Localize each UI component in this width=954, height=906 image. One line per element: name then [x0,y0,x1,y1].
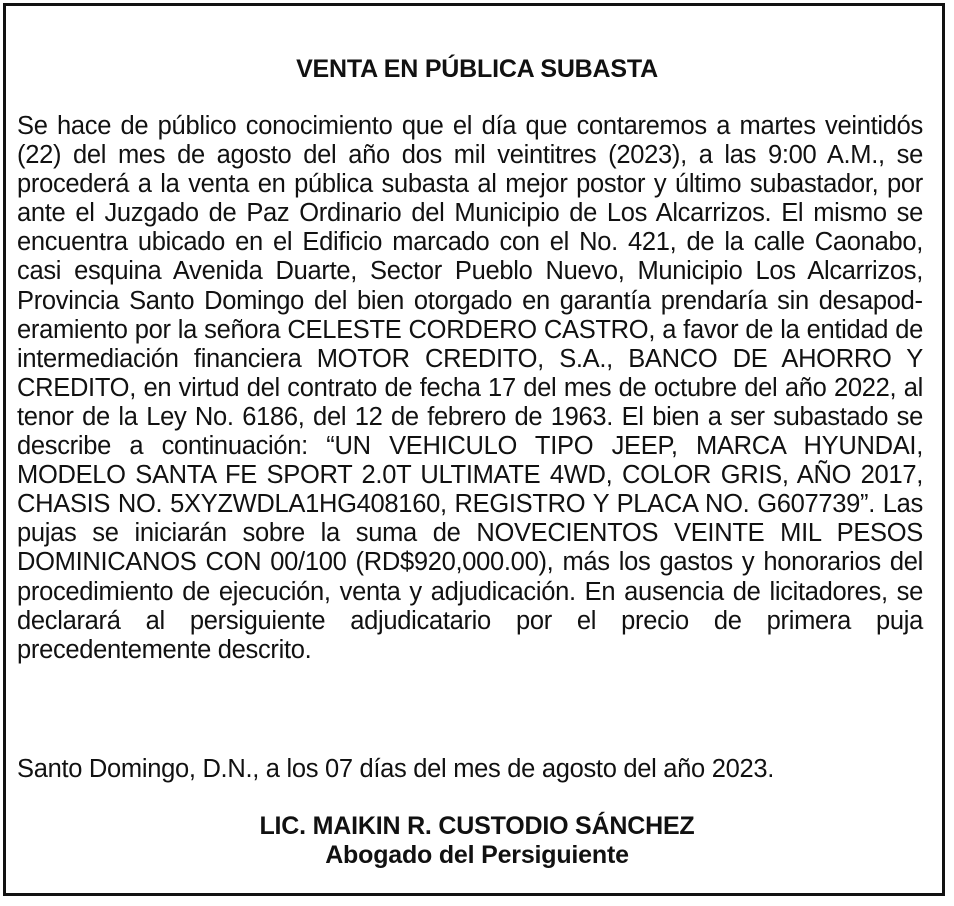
signature-block [0,812,954,870]
notice-body: Se hace de público conocimiento que el día que contaremos a martes veintidós (22) del mes de agosto del año dos mil veintitres (2023), a las 9:00 A.M., se procederá a la venta en pública subasta al mejor postor y último subastador, por ante el Juzgado de Paz Ordinario del Municipio de Los Alcarrizos. El mismo se encuentra ubicado en el Edificio marcado con el No. 421, de la calle Caonabo, casi esquina Avenida Duarte, Sector Pueblo Nuevo, Municipio Los Alcarrizos, Provincia Santo Domingo del bien otorgado en garantía prendaría sin desapoderamiento por la señora CELESTE CORDERO CASTRO, a favor de la entidad de intermediación financiera MOTOR CREDITO, S.A., BANCO DE AHORRO Y CREDITO, en virtud del contrato de fecha 17 del mes de octubre del año 2022, al tenor de la Ley No. 6186, del 12 de febrero de 1963. El bien a ser subastado se describe a continuación: “UN VEHICULO TIPO JEEP, MARCA HYUNDAI, MODELO SANTA FE SPORT 2.0T ULTIMATE 4WD, COLOR GRIS, AÑO 2017, CHASIS NO. 5XYZWDLA1HG408160, REGISTRO Y PLACA NO. G607739”. Las pujas se iniciarán sobre la suma de NOVECIENTOS VEINTE MIL PESOS DOMINICANOS CON 00/100 (RD$920,000.00), más los gastos y honorarios del procedimiento de ejecución, venta y adjudicación. En ausencia de licitadores, se declarará al persiguiente adjudicatario por el precio de primera puja precedentemente descrito. [17,112,923,664]
signer-role: Abogado del Persiguiente [325,841,629,869]
signer-name: LIC. MAIKIN R. CUSTODIO SÁNCHEZ [259,812,695,840]
date-line: Santo Domingo, D.N., a los 07 días del mes de agosto del año 2023. [17,755,775,783]
notice-title: VENTA EN PÚBLICA SUBASTA [296,55,658,83]
